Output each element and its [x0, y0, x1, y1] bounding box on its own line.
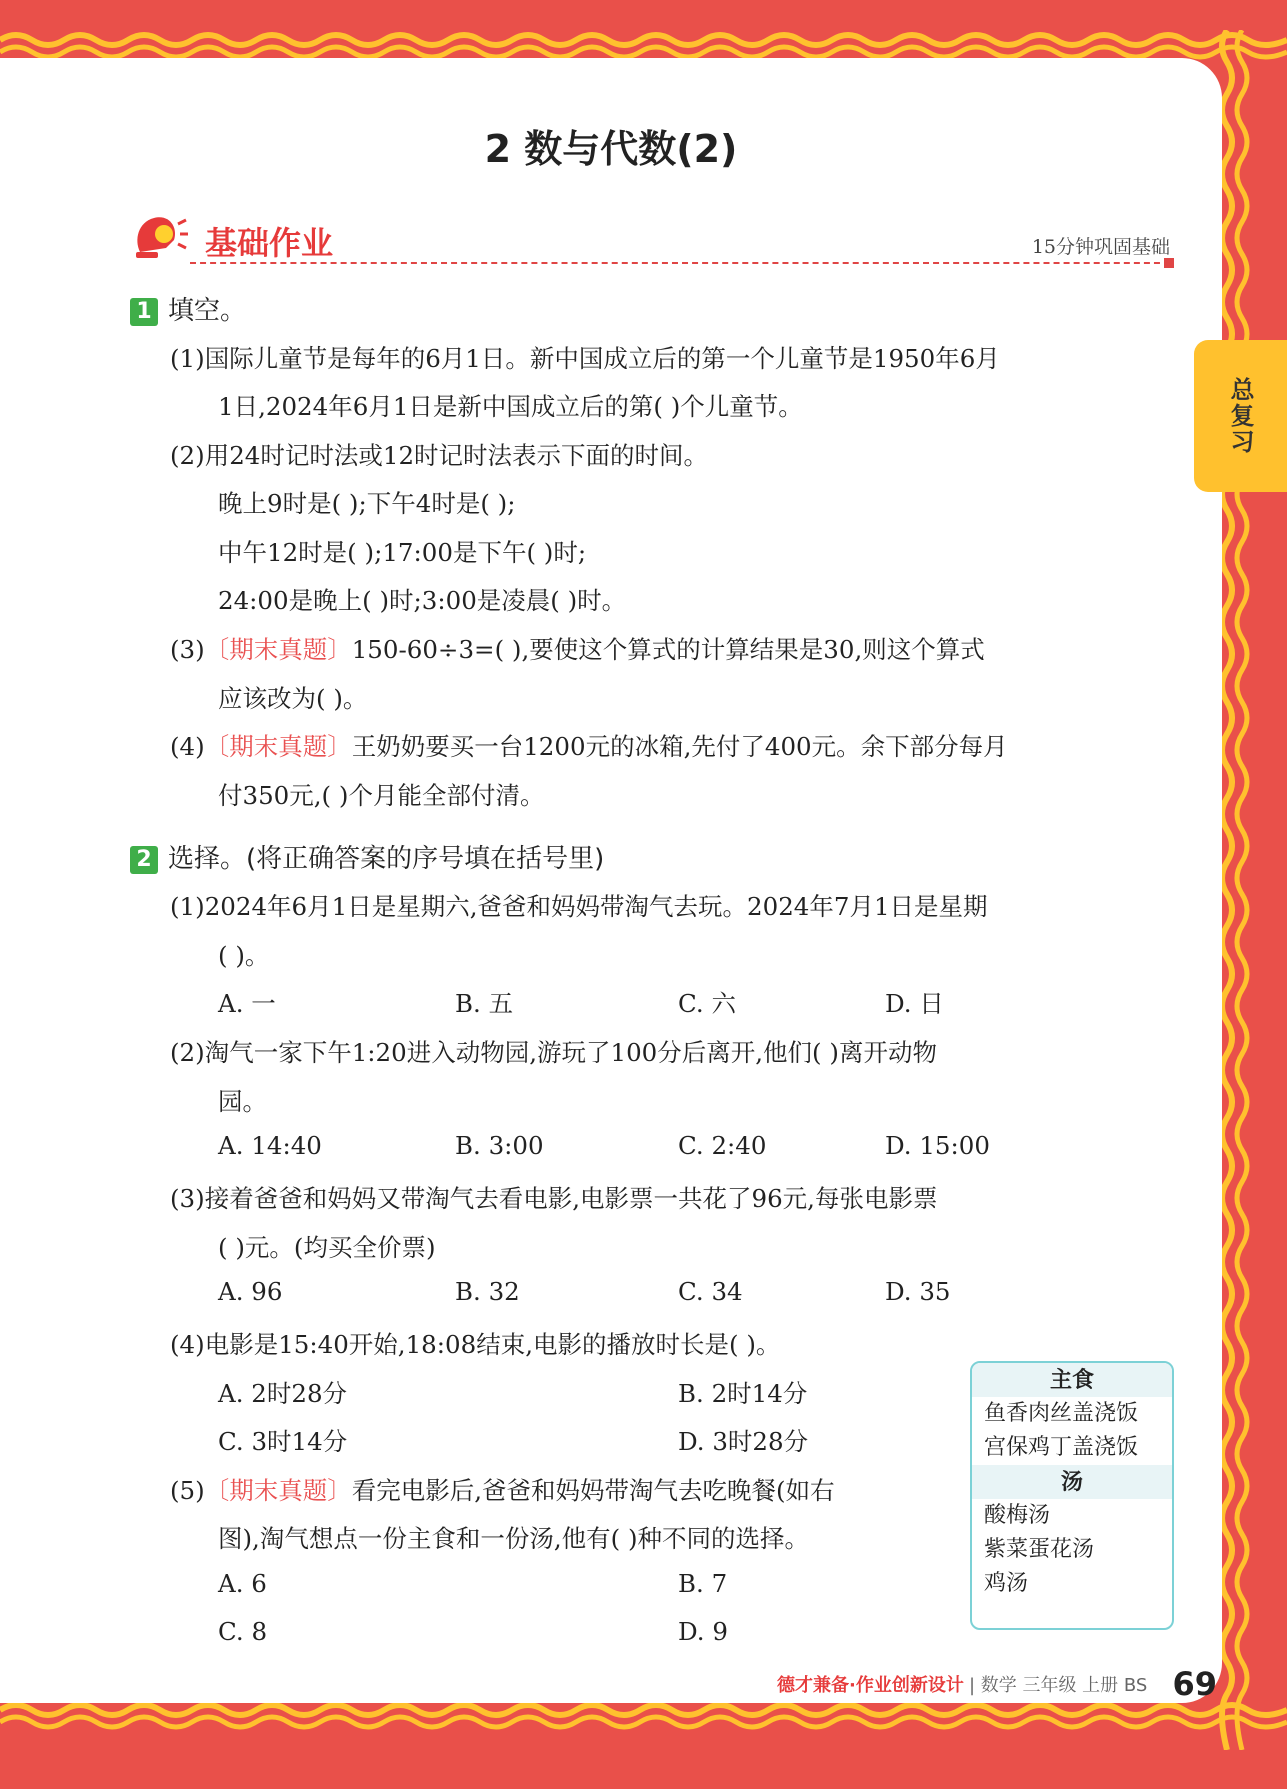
option: A. 2时28分	[218, 1379, 348, 1408]
footer-brand: 德才兼备·作业创新设计	[777, 1675, 964, 1696]
option: C. 2:40	[678, 1131, 767, 1160]
q2-line: (1)2024年6月1日是星期六,爸爸和妈妈带淘气去玩。2024年7月1日是星期	[170, 892, 988, 921]
lamp-icon	[130, 210, 190, 265]
q1-line: 应该改为( )。	[218, 684, 368, 713]
exam-tag: 〔期末真题〕	[204, 635, 352, 664]
option: C. 8	[218, 1617, 268, 1646]
side-tab-label: 总复习	[1226, 377, 1254, 455]
footer-subject: | 数学 三年级 上册 BS	[968, 1675, 1148, 1696]
option: D. 15:00	[885, 1131, 990, 1160]
q2-line: ( )。	[218, 941, 270, 970]
menu-heading-soup: 汤	[972, 1465, 1172, 1499]
option: C. 3时14分	[218, 1427, 348, 1456]
q1-line: (1)国际儿童节是每年的6月1日。新中国成立后的第一个儿童节是1950年6月	[170, 344, 1000, 373]
option: A. 14:40	[218, 1131, 322, 1160]
q2-line: (2)淘气一家下午1:20进入动物园,游玩了100分后离开,他们( )离开动物	[170, 1038, 937, 1067]
option: B. 3:00	[455, 1131, 544, 1160]
q2-line: 园。	[218, 1087, 267, 1116]
exam-tag: 〔期末真题〕	[204, 1476, 352, 1505]
item-prefix: (3)	[170, 635, 205, 664]
q1-line: 24:00是晚上( )时;3:00是凌晨( )时。	[218, 586, 627, 615]
option: A. 96	[218, 1277, 283, 1306]
page-title: 2 数与代数(2)	[484, 127, 738, 171]
q2-line: (4)电影是15:40开始,18:08结束,电影的播放时长是( )。	[170, 1330, 781, 1359]
option: B. 7	[678, 1569, 728, 1598]
q2-heading	[130, 838, 604, 875]
option: C. 六	[678, 989, 736, 1018]
menu-item: 宫保鸡丁盖浇饭	[984, 1435, 1139, 1460]
item-text: 王奶奶要买一台1200元的冰箱,先付了400元。余下部分每月	[351, 732, 1008, 761]
q1-line: 1日,2024年6月1日是新中国成立后的第( )个儿童节。	[218, 392, 803, 421]
q2-line: ( )元。(均买全价票)	[218, 1233, 436, 1262]
q1-heading	[130, 290, 246, 327]
option: A. 6	[218, 1569, 267, 1598]
option: D. 35	[885, 1277, 951, 1306]
q1-line: 晚上9时是( );下午4时是( );	[218, 489, 516, 518]
menu-item: 鱼香肉丝盖浇饭	[984, 1401, 1139, 1426]
q1-number: 1	[130, 298, 158, 326]
section-header	[130, 210, 1170, 270]
page-footer	[777, 1665, 1217, 1703]
q1-line: 中午12时是( );17:00是下午( )时;	[218, 538, 587, 567]
q1-item-3	[170, 631, 985, 666]
menu-item: 酸梅汤	[984, 1503, 1051, 1528]
option: D. 日	[885, 989, 944, 1018]
option: B. 32	[455, 1277, 520, 1306]
option: D. 9	[678, 1617, 728, 1646]
menu-heading-staple: 主食	[972, 1363, 1172, 1397]
option: B. 2时14分	[678, 1379, 808, 1408]
option: B. 五	[455, 989, 514, 1018]
q1-item-4	[170, 728, 1008, 763]
section-note: 15分钟巩固基础	[1031, 236, 1170, 258]
dinner-menu	[970, 1361, 1174, 1630]
option: C. 34	[678, 1277, 743, 1306]
exam-tag: 〔期末真题〕	[204, 732, 352, 761]
q2-title: 选择。(将正确答案的序号填在括号里)	[168, 844, 605, 874]
q1-line: 付350元,( )个月能全部付清。	[218, 781, 545, 810]
q1-title: 填空。	[168, 296, 247, 326]
q1-line: (2)用24时记时法或12时记时法表示下面的时间。	[170, 441, 709, 470]
item-prefix: (5)	[170, 1476, 205, 1505]
q2-number: 2	[130, 846, 158, 874]
side-tab-review[interactable]	[1194, 340, 1287, 492]
item-prefix: (4)	[170, 732, 205, 761]
menu-item: 鸡汤	[984, 1571, 1029, 1596]
section-divider	[190, 262, 1170, 264]
option: A. 一	[218, 989, 276, 1018]
q2-line: 图),淘气想点一份主食和一份汤,他有( )种不同的选择。	[218, 1524, 810, 1553]
page-number: 69	[1172, 1665, 1217, 1703]
item-text: 看完电影后,爸爸和妈妈带淘气去吃晚餐(如右	[351, 1476, 835, 1505]
q2-line: (3)接着爸爸和妈妈又带淘气去看电影,电影票一共花了96元,每张电影票	[170, 1184, 938, 1213]
menu-item: 紫菜蛋花汤	[984, 1537, 1095, 1562]
option: D. 3时28分	[678, 1427, 809, 1456]
q2-item-5	[170, 1472, 835, 1507]
item-text: 150-60÷3=( ),要使这个算式的计算结果是30,则这个算式	[351, 635, 985, 664]
section-label: 基础作业	[205, 224, 334, 262]
